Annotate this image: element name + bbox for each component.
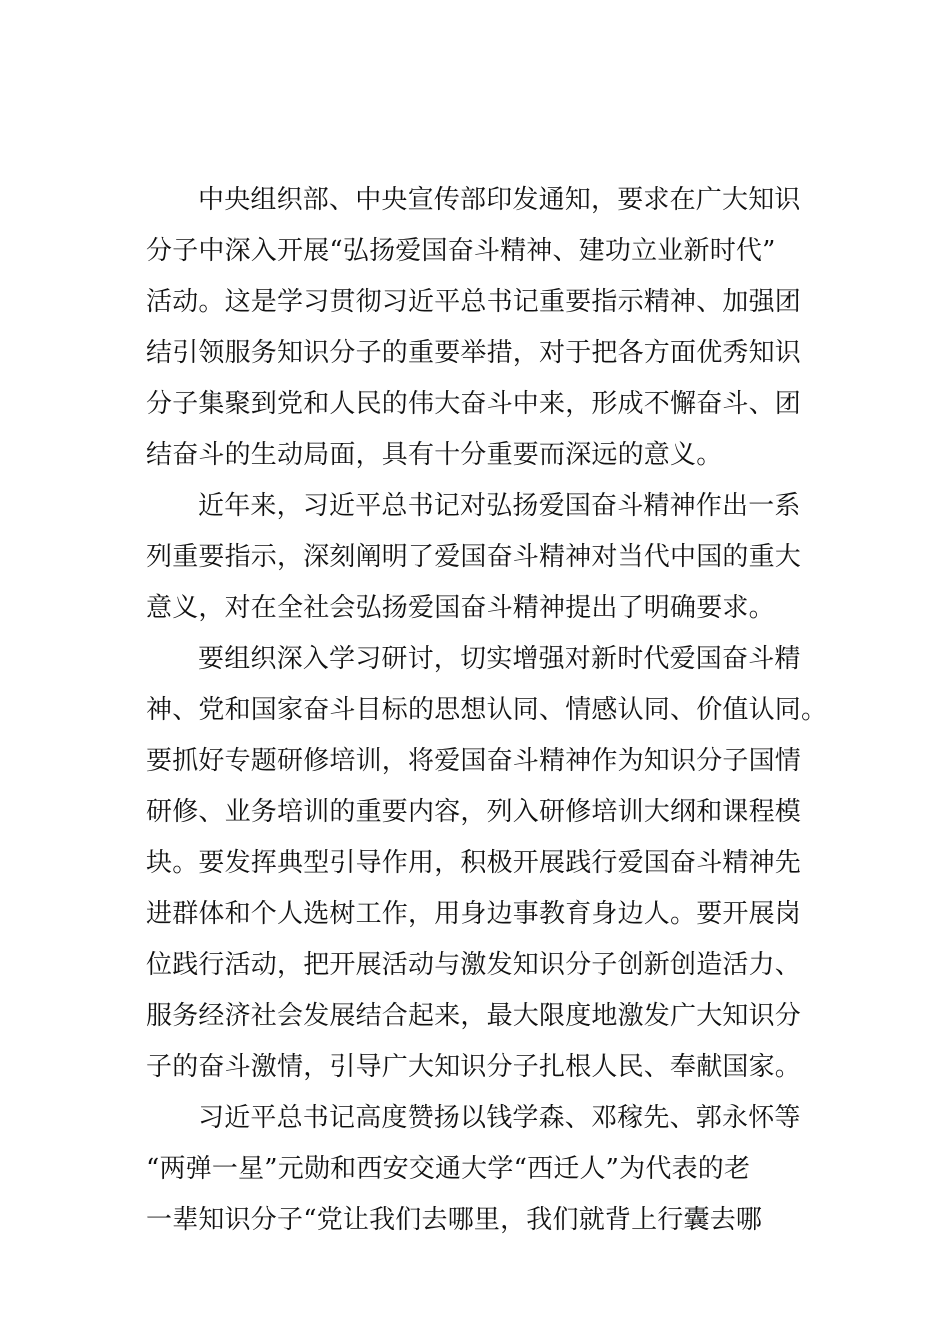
paragraph-line: 神、党和国家奋斗目标的思想认同、情感认同、价值认同。	[146, 695, 828, 725]
paragraph-line: 要抓好专题研修培训，将爱国奋斗精神作为知识分子国情	[146, 746, 802, 776]
paragraph-line: 中央组织部、中央宣传部印发通知，要求在广大知识	[198, 185, 801, 215]
paragraph-line: 服务经济社会发展结合起来，最大限度地激发广大知识分	[146, 1001, 802, 1031]
paragraph-4	[146, 1093, 806, 1246]
paragraph-2	[146, 481, 806, 634]
paragraph-line: 分子中深入开展“弘扬爱国奋斗精神、建功立业新时代”	[146, 236, 776, 266]
paragraph-3	[146, 634, 828, 1093]
paragraph-line: 结奋斗的生动局面，具有十分重要而深远的意义。	[146, 440, 723, 470]
paragraph-1	[146, 175, 806, 481]
paragraph-line: 块。要发挥典型引导作用，积极开展践行爱国奋斗精神先	[146, 848, 802, 878]
paragraph-line: 分子集聚到党和人民的伟大奋斗中来，形成不懈奋斗、团	[146, 389, 802, 419]
paragraph-line: 列重要指示，深刻阐明了爱国奋斗精神对当代中国的重大	[146, 542, 802, 572]
paragraph-line: 习近平总书记高度赞扬以钱学森、邓稼先、郭永怀等	[198, 1103, 801, 1133]
paragraph-line: 近年来，习近平总书记对弘扬爱国奋斗精神作出一系	[198, 491, 801, 521]
paragraph-line: 一辈知识分子“党让我们去哪里，我们就背上行囊去哪	[146, 1205, 763, 1235]
paragraph-line: 位践行活动，把开展活动与激发知识分子创新创造活力、	[146, 950, 802, 980]
paragraph-line: 意义，对在全社会弘扬爱国奋斗精神提出了明确要求。	[146, 593, 775, 623]
paragraph-line: 活动。这是学习贯彻习近平总书记重要指示精神、加强团	[146, 287, 802, 317]
paragraph-line: 进群体和个人选树工作，用身边事教育身边人。要开展岗	[146, 899, 802, 929]
paragraph-line: “两弹一星”元勋和西安交通大学“西迁人”为代表的老	[146, 1154, 751, 1184]
paragraph-line: 研修、业务培训的重要内容，列入研修培训大纲和课程模	[146, 797, 802, 827]
paragraph-line: 结引领服务知识分子的重要举措，对于把各方面优秀知识	[146, 338, 802, 368]
paragraph-line: 要组织深入学习研讨，切实增强对新时代爱国奋斗精	[198, 644, 801, 674]
article-body	[146, 175, 828, 1246]
paragraph-line: 子的奋斗激情，引导广大知识分子扎根人民、奉献国家。	[146, 1052, 802, 1082]
